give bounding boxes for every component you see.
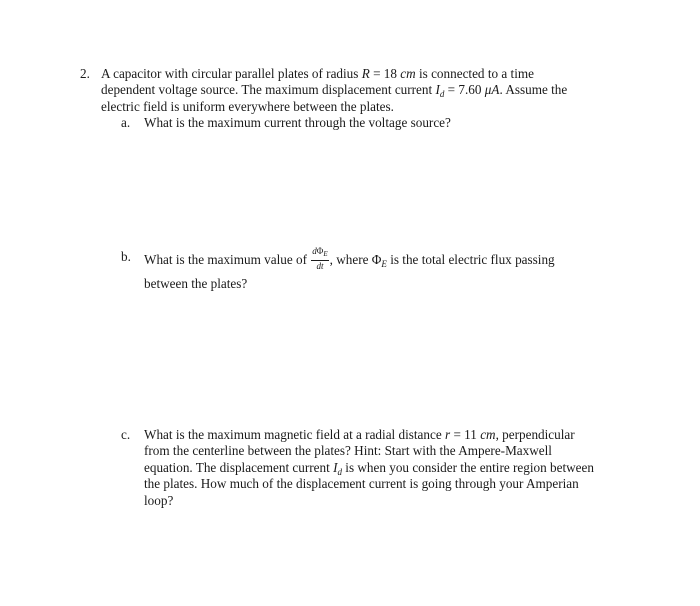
question-line-1: A capacitor with circular parallel plates of radius R = 18 cm is connected to a time: [101, 66, 534, 81]
part-c-line-4: the plates. How much of the displacement current is going through your Amperian: [144, 476, 579, 492]
question-statement: [101, 66, 567, 115]
part-b-line-2: between the plates?: [144, 276, 248, 291]
flux-symbol: Φ: [371, 252, 382, 268]
part-b-label: b.: [121, 249, 131, 264]
part-c-line-3: equation. The displacement current $I_d$ is when you consider the entire region between: [144, 459, 594, 477]
part-c-line-5: loop?: [144, 492, 174, 508]
question-number: 2.: [80, 66, 90, 81]
radius-symbol: R: [361, 66, 370, 81]
part-c-line-2: from the centerline between the plates? Hint: Start with the Ampere-Maxwell: [144, 443, 552, 459]
part-b-line-1: What is the maximum value of $\frac{d\Phi_E}{dt}$ , where $\Phi_E$ is the total electric flux passing: [144, 246, 555, 271]
part-b-text: [144, 246, 555, 292]
radial-distance-symbol: r: [445, 427, 451, 442]
part-c-text: [144, 427, 594, 509]
radius-unit: cm: [400, 66, 416, 81]
current-unit: μA: [484, 82, 500, 98]
part-c-label: c.: [121, 427, 131, 442]
question-line-3: electric field is uniform everywhere between the plates.: [101, 98, 394, 114]
question-line-2: dependent voltage source. The maximum displacement current $I_d = 7.60$ μA. Assume the: [101, 82, 568, 100]
part-a-text: What is the maximum current through the voltage source?: [144, 115, 451, 130]
distance-unit: cm: [480, 427, 496, 442]
part-a-label: a.: [121, 115, 131, 130]
part-c-line-1: What is the maximum magnetic field at a radial distance r = 11 cm, perpendicular: [144, 427, 575, 442]
flux-derivative-fraction: $\frac{d\Phi_E}{dt}$: [312, 246, 328, 271]
displacement-current-symbol: I: [435, 82, 440, 98]
displacement-current-symbol: I: [333, 459, 338, 475]
